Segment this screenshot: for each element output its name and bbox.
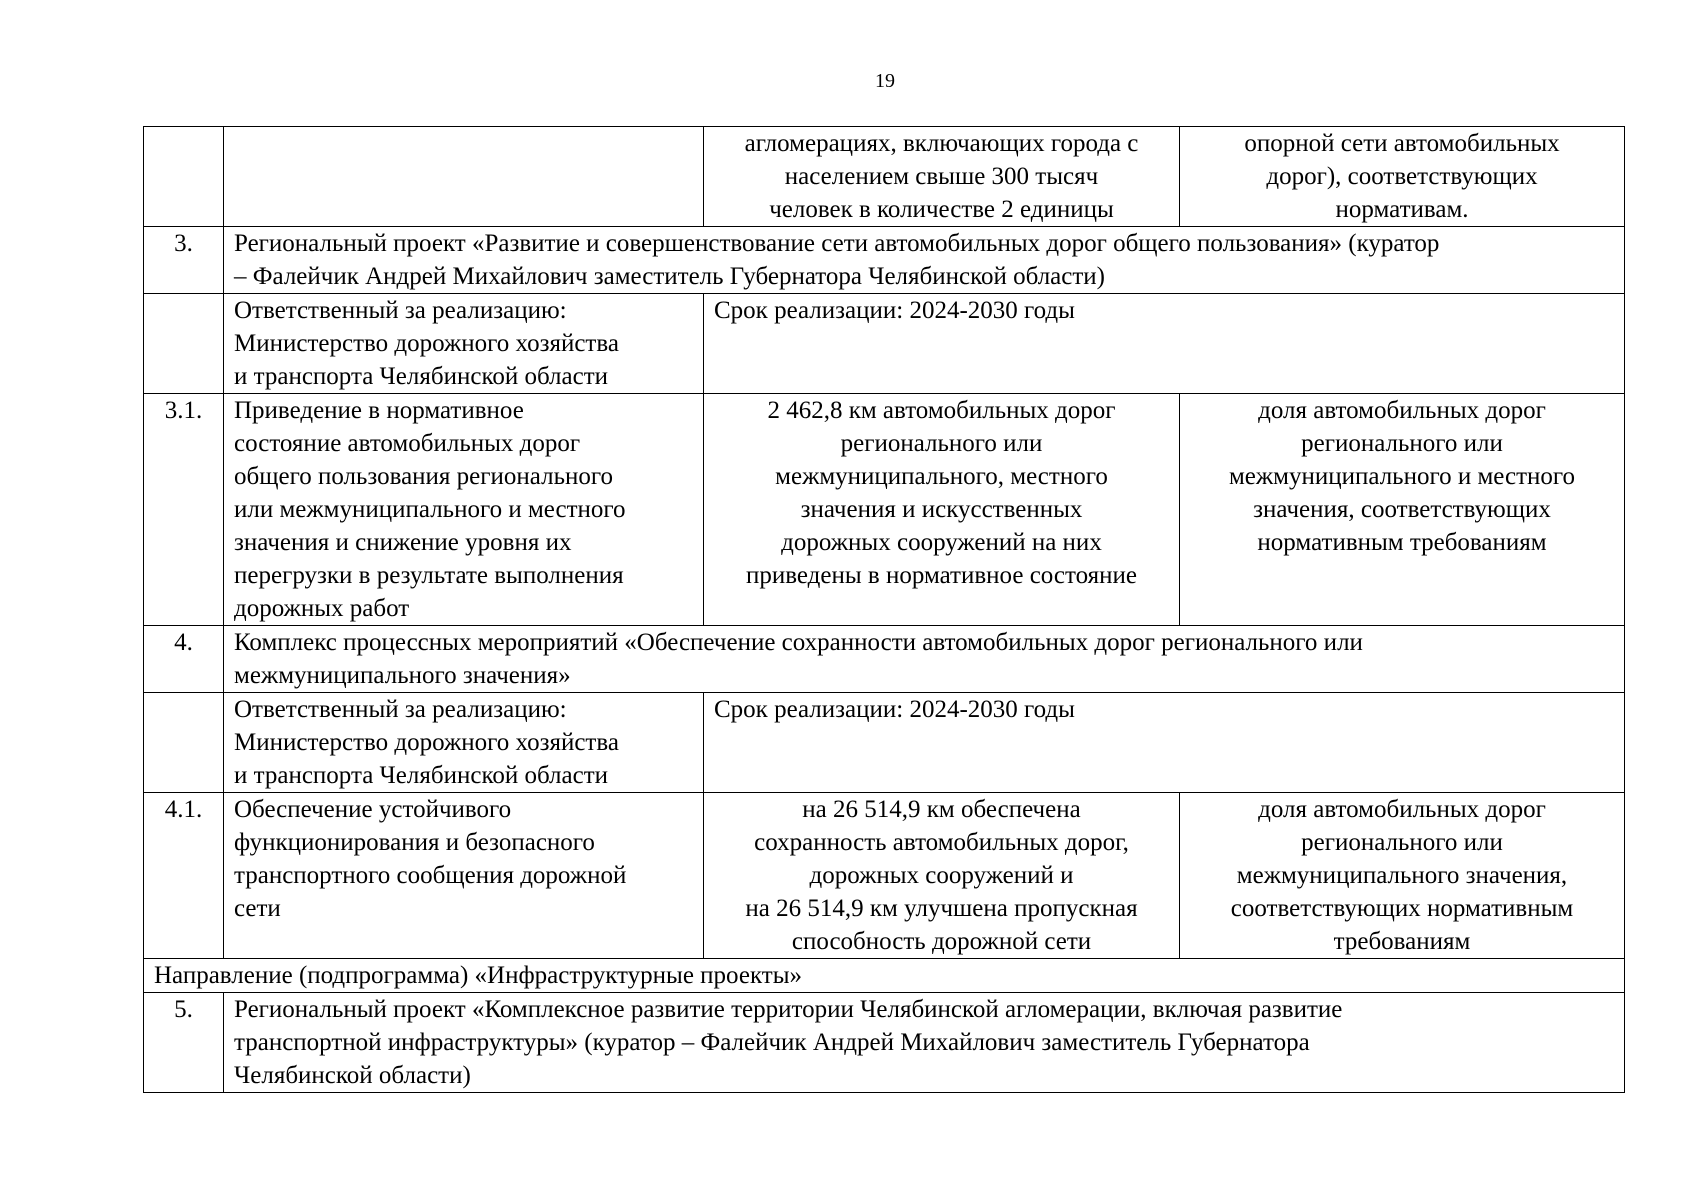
activities-table [143,126,1625,1093]
cell-project-title: Комплекс процессных мероприятий «Обеспечение сохранности автомобильных дорог регионального или межмуниципального значения» [224,626,1625,693]
page-number: 19 [875,70,895,92]
cell-number: 4.1. [144,793,224,959]
cell-responsible: Ответственный за реализацию: Министерство дорожного хозяйства и транспорта Челябинской области [224,294,704,394]
table-row-project-3 [144,227,1625,294]
cell-result: на 26 514,9 км обеспечена сохранность автомобильных дорог, дорожных сооружений и на 26 514,9 км улучшена пропускная способность дорожной сети [704,793,1180,959]
cell-result: агломерациях, включающих города с населением свыше 300 тысяч человек в количестве 2 единицы [704,127,1180,227]
cell-task: Приведение в нормативное состояние автомобильных дорог общего пользования регионального или межмуниципального и местного значения и снижение уровня их перегрузки в результате выполнения дорожных работ [224,394,704,626]
table-row-3-1 [144,394,1625,626]
cell-project-title: Региональный проект «Развитие и совершенствование сети автомобильных дорог общего пользования» (куратор – Фалейчик Андрей Михайлович заместитель Губернатора Челябинской области) [224,227,1625,294]
cell-number: 4. [144,626,224,693]
table-row-direction [144,959,1625,993]
cell-project-title: Региональный проект «Комплексное развитие территории Челябинской агломерации, включая развитие транспортной инфраструктуры» (куратор – Фалейчик Андрей Михайлович заместитель Губернатора Челябинской области) [224,993,1625,1093]
cell-indicator: опорной сети автомобильных дорог), соответствующих нормативам. [1180,127,1625,227]
cell-number [144,693,224,793]
cell-task [224,127,704,227]
cell-direction-title: Направление (подпрограмма) «Инфраструктурные проекты» [144,959,1625,993]
table-row-responsible-4 [144,693,1625,793]
table-row-4-1 [144,793,1625,959]
table-row-complex-4 [144,626,1625,693]
cell-task: Обеспечение устойчивого функционирования и безопасного транспортного сообщения дорожной сети [224,793,704,959]
cell-number: 3.1. [144,394,224,626]
cell-term: Срок реализации: 2024-2030 годы [704,294,1625,394]
cell-number: 5. [144,993,224,1093]
table-row-project-5 [144,993,1625,1093]
table-row-continuation [144,127,1625,227]
cell-indicator: доля автомобильных дорог регионального или межмуниципального значения, соответствующих нормативным требованиям [1180,793,1625,959]
cell-term: Срок реализации: 2024-2030 годы [704,693,1625,793]
cell-number: 3. [144,227,224,294]
cell-number [144,294,224,394]
cell-responsible: Ответственный за реализацию: Министерство дорожного хозяйства и транспорта Челябинской области [224,693,704,793]
table-row-responsible-3 [144,294,1625,394]
cell-indicator: доля автомобильных дорог регионального или межмуниципального и местного значения, соответствующих нормативным требованиям [1180,394,1625,626]
cell-number [144,127,224,227]
cell-result: 2 462,8 км автомобильных дорог регионального или межмуниципального, местного значения и искусственных дорожных сооружений на них приведены в нормативное состояние [704,394,1180,626]
